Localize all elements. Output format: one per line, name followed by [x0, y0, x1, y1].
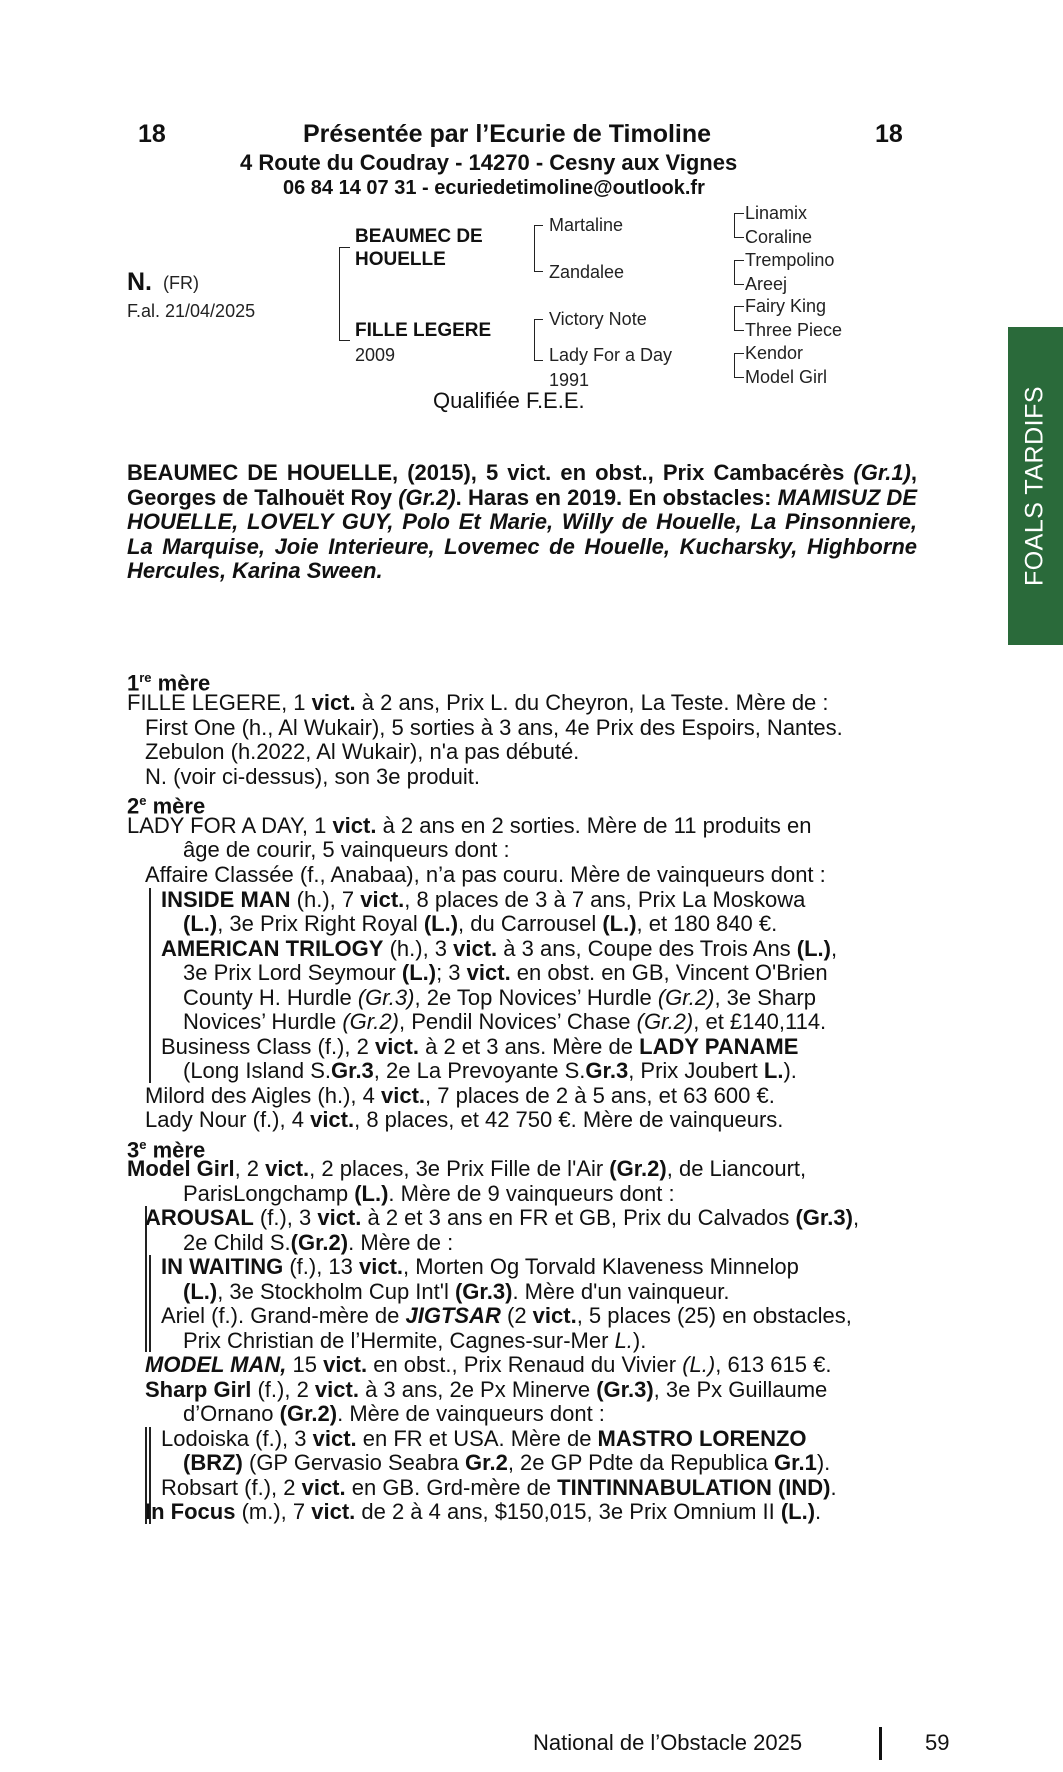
sire-sire: Martaline: [549, 215, 624, 235]
mother2-line13: Lady Nour (f.), 4 vict., 8 places, et 42 750 €. Mère de vainqueurs.: [145, 1107, 784, 1132]
mother3-line13: (BRZ) (GP Gervasio Seabra Gr.2, 2e GP Pdte da Republica Gr.1).: [183, 1450, 831, 1475]
mother2-line3: Affaire Classée (f., Anabaa), n’a pas couru. Mère de vainqueurs dont :: [145, 862, 826, 887]
lot-number-right: 18: [875, 120, 903, 148]
mother3-line5: IN WAITING (f.), 13 vict., Morten Og Torvald Klaveness Minnelop: [161, 1254, 799, 1279]
dam-year: 2009: [355, 345, 396, 365]
mother3-line3: AROUSAL (f.), 3 vict. à 2 et 3 ans en FR et GB, Prix du Calvados (Gr.3),: [145, 1205, 860, 1230]
sire-paragraph: [127, 461, 917, 584]
mother3-line8: Prix Christian de l’Hermite, Cagnes-sur-Mer L.).: [183, 1328, 647, 1353]
mother3-heading: 3e mère: [127, 1137, 206, 1163]
mother2-line1: LADY FOR A DAY, 1 vict. à 2 ans en 2 sorties. Mère de 11 produits en: [127, 813, 812, 838]
sire-sire-dam: Coraline: [745, 227, 813, 247]
section-tab-label: FOALS TARDIFS: [1020, 385, 1049, 587]
dam-dam-dam: Model Girl: [745, 367, 828, 387]
mother2-line6: AMERICAN TRILOGY (h.), 3 vict. à 3 ans, Coupe des Trois Ans (L.),: [161, 936, 838, 961]
mother3-line4: 2e Child S.(Gr.2). Mère de :: [183, 1230, 454, 1255]
mother2-line9: Novices’ Hurdle (Gr.2), Pendil Novices’ Chase (Gr.2), et £140,114.: [183, 1009, 827, 1034]
mother3-line6: (L.), 3e Stockholm Cup Int'l (Gr.3). Mère d'un vainqueur.: [183, 1279, 730, 1304]
mother1-line2: First One (h., Al Wukair), 5 sorties à 3 ans, 4e Prix des Espoirs, Nantes.: [145, 715, 843, 740]
mother3-line1: Model Girl, 2 vict., 2 places, 3e Prix Fille de l'Air (Gr.2), de Liancourt,: [127, 1156, 807, 1181]
horse-origin: (FR): [163, 273, 199, 293]
mother2-indent-bar: [149, 888, 151, 1083]
sire-name-line2: HOUELLE: [355, 249, 446, 270]
mother2-line2: âge de courir, 5 vainqueurs dont :: [183, 837, 510, 862]
mother2-line10: Business Class (f.), 2 vict. à 2 et 3 ans. Mère de LADY PANAME: [161, 1034, 799, 1059]
mother2-line4: INSIDE MAN (h.), 7 vict., 8 places de 3 à 7 ans, Prix La Moskowa: [161, 887, 806, 912]
sire-dam-dam: Areej: [745, 274, 788, 294]
presenter-contact: 06 84 14 07 31 - ecuriedetimoline@outlook.fr: [283, 177, 705, 199]
mother3-line14: Robsart (f.), 2 vict. en GB. Grd-mère de TINTINNABULATION (IND).: [161, 1475, 837, 1500]
sire-sire-sire: Linamix: [745, 203, 808, 223]
sire-dam-sire: Trempolino: [745, 250, 835, 270]
mother3-line9: MODEL MAN, 15 vict. en obst., Prix Renaud du Vivier (L.), 613 615 €.: [145, 1352, 832, 1377]
mother2-line5: (L.), 3e Prix Right Royal (L.), du Carrousel (L.), et 180 840 €.: [183, 911, 778, 936]
mother3-line12: Lodoiska (f.), 3 vict. en FR et USA. Mère de MASTRO LORENZO: [161, 1426, 807, 1451]
pedigree-bracket-main: [339, 247, 350, 341]
footer-separator: [879, 1727, 882, 1760]
gp-bracket-1: [734, 213, 744, 238]
mother2-line8: County H. Hurdle (Gr.3), 2e Top Novices’ Hurdle (Gr.2), 3e Sharp: [183, 985, 816, 1010]
mother3-line7: Ariel (f.). Grand-mère de JIGTSAR (2 vict., 5 places (25) en obstacles,: [161, 1303, 852, 1328]
mother3-line2: ParisLongchamp (L.). Mère de 9 vainqueurs dont :: [183, 1181, 675, 1206]
sire-para-progeny: MAMISUZ DE HOUELLE, LOVELY GUY, Polo Et Marie, Willy de Houelle, La Pinsonniere, La Marquise, Joie Interieure, Lovemec de Houelle, Kucharsky, Highborne Hercules, Karina Sween.: [127, 484, 917, 584]
presenter-title: Présentée par l’Ecurie de Timoline: [303, 120, 712, 148]
sire-para-part5: . Haras en 2019. En obstacles:: [455, 484, 772, 510]
mother3-line11: d’Ornano (Gr.2). Mère de vainqueurs dont :: [183, 1401, 605, 1426]
dam-dam-year: 1991: [549, 370, 590, 390]
horse-name: N.: [127, 268, 152, 296]
lot-number-left: 18: [138, 120, 166, 148]
gp-bracket-3: [734, 306, 744, 331]
mother3-line15: In Focus (m.), 7 vict. de 2 à 4 ans, $150,015, 3e Prix Omnium II (L.).: [145, 1499, 822, 1524]
sire-para-part3: , Georges de Talhouët Roy: [127, 460, 918, 510]
dam-sire: Victory Note: [549, 309, 647, 329]
mother3-indent-bar-2: [149, 1255, 151, 1352]
mother2-line12: Milord des Aigles (h.), 4 vict., 7 places de 2 à 5 ans, et 63 600 €.: [145, 1083, 775, 1108]
mother1-heading: 1re mère: [127, 670, 211, 696]
horse-birth: F.al. 21/04/2025: [127, 301, 256, 321]
dam-dam: Lady For a Day: [549, 345, 673, 365]
gp-bracket-4: [734, 353, 744, 378]
sire-name-line1: BEAUMEC DE: [355, 226, 483, 247]
sire-para-group1: (Gr.1): [853, 460, 911, 485]
mother1-line1: FILLE LEGERE, 1 vict. à 2 ans, Prix L. du Cheyron, La Teste. Mère de :: [127, 690, 829, 715]
dam-dam-sire: Kendor: [745, 343, 804, 363]
mother1-line4: N. (voir ci-dessus), son 3e produit.: [145, 764, 481, 789]
dam-parents-bracket: [534, 319, 543, 361]
sire-dam: Zandalee: [549, 262, 625, 282]
sire-para-part1: BEAUMEC DE HOUELLE, (2015), 5 vict. en obst., Prix Cambacérès: [127, 460, 845, 485]
dam-sire-dam: Three Piece: [745, 320, 843, 340]
footer-publication: National de l’Obstacle 2025: [533, 1730, 803, 1755]
mother3-line10: Sharp Girl (f.), 2 vict. à 3 ans, 2e Px Minerve (Gr.3), 3e Px Guillaume: [145, 1377, 828, 1402]
presenter-address: 4 Route du Coudray - 14270 - Cesny aux Vignes: [240, 150, 738, 175]
dam-name: FILLE LEGERE: [355, 320, 492, 341]
mother2-heading: 2e mère: [127, 793, 206, 819]
sire-parents-bracket: [534, 225, 543, 272]
page-number: 59: [925, 1730, 950, 1755]
mother2-line11: (Long Island S.Gr.3, 2e La Prevoyante S.Gr.3, Prix Joubert L.).: [183, 1058, 797, 1083]
mother1-line3: Zebulon (h.2022, Al Wukair), n'a pas débuté.: [145, 739, 580, 764]
dam-sire-sire: Fairy King: [745, 296, 827, 316]
sire-para-group2: (Gr.2): [398, 484, 456, 510]
gp-bracket-2: [734, 260, 744, 285]
mother2-line7: 3e Prix Lord Seymour (L.); 3 vict. en obst. en GB, Vincent O'Brien: [183, 960, 828, 985]
qualification: Qualifiée F.E.E.: [433, 388, 585, 413]
